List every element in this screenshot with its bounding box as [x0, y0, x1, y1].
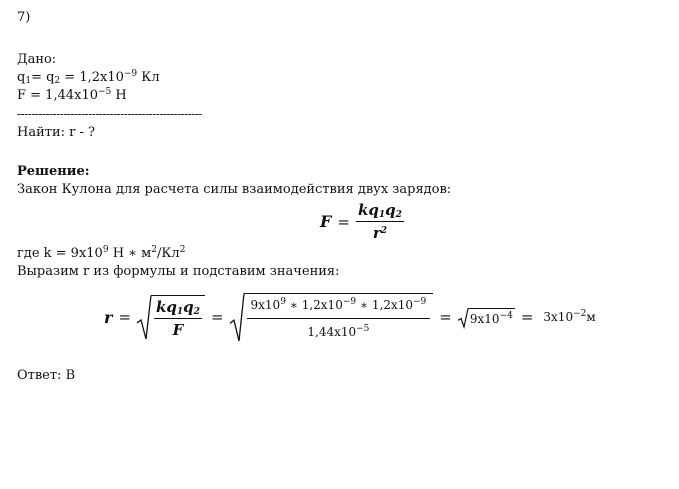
sqrt-numeric: $\frac{9x10^9 ∗ 1,2x10^{-9} ∗ 1,2x10^{-9}}{1,44x10^{-5}}$	[230, 293, 434, 341]
k-definition: где $k = 9x10^9$ Н ∗ $м^2/Кл^2$	[17, 245, 186, 261]
coulomb-intro: Закон Кулона для расчета силы взаимодействия двух зарядов:	[17, 182, 452, 197]
radical-sign	[230, 293, 244, 341]
r-formula: r = $\frac{kq_1q_2}{F}$ = $\frac{9x10^9 ∗ 1,2x10^{-9} ∗ 1,2x10^{-9}}{1,44x10^{-5}}$ = $9x10^{-4}$ = $3x10^{-2}м$	[104, 284, 596, 350]
solution-heading: Решение:	[17, 164, 90, 179]
radical-sign	[458, 308, 468, 327]
given-charges: $q_1= q_2 = 1,2x10^{-9}$ Кл	[17, 69, 160, 86]
answer-line: Ответ: В	[17, 368, 76, 383]
given-force: $F = 1,44x10^{-5}$ Н	[17, 87, 127, 103]
divider-line: ----------------------------------------------------	[17, 107, 202, 121]
sqrt-symbolic: $\frac{kq_1q_2}{F}$	[137, 295, 205, 339]
coulomb-formula: F = $\frac{kq_1q_2}{r^2}$	[320, 201, 402, 242]
result-value: $3x10^{-2}м$	[543, 309, 596, 324]
problem-number: 7)	[17, 10, 31, 25]
express-r-line: Выразим r из формулы и подставим значения:	[17, 264, 340, 279]
radical-sign	[137, 295, 151, 339]
sqrt-small: $9x10^{-4}$	[458, 308, 515, 327]
coulomb-fraction: $\frac{kq_1q_2}{r^2}$	[357, 201, 402, 242]
given-label: Дано:	[17, 52, 57, 67]
find-statement: Найти: r - ?	[17, 125, 95, 140]
